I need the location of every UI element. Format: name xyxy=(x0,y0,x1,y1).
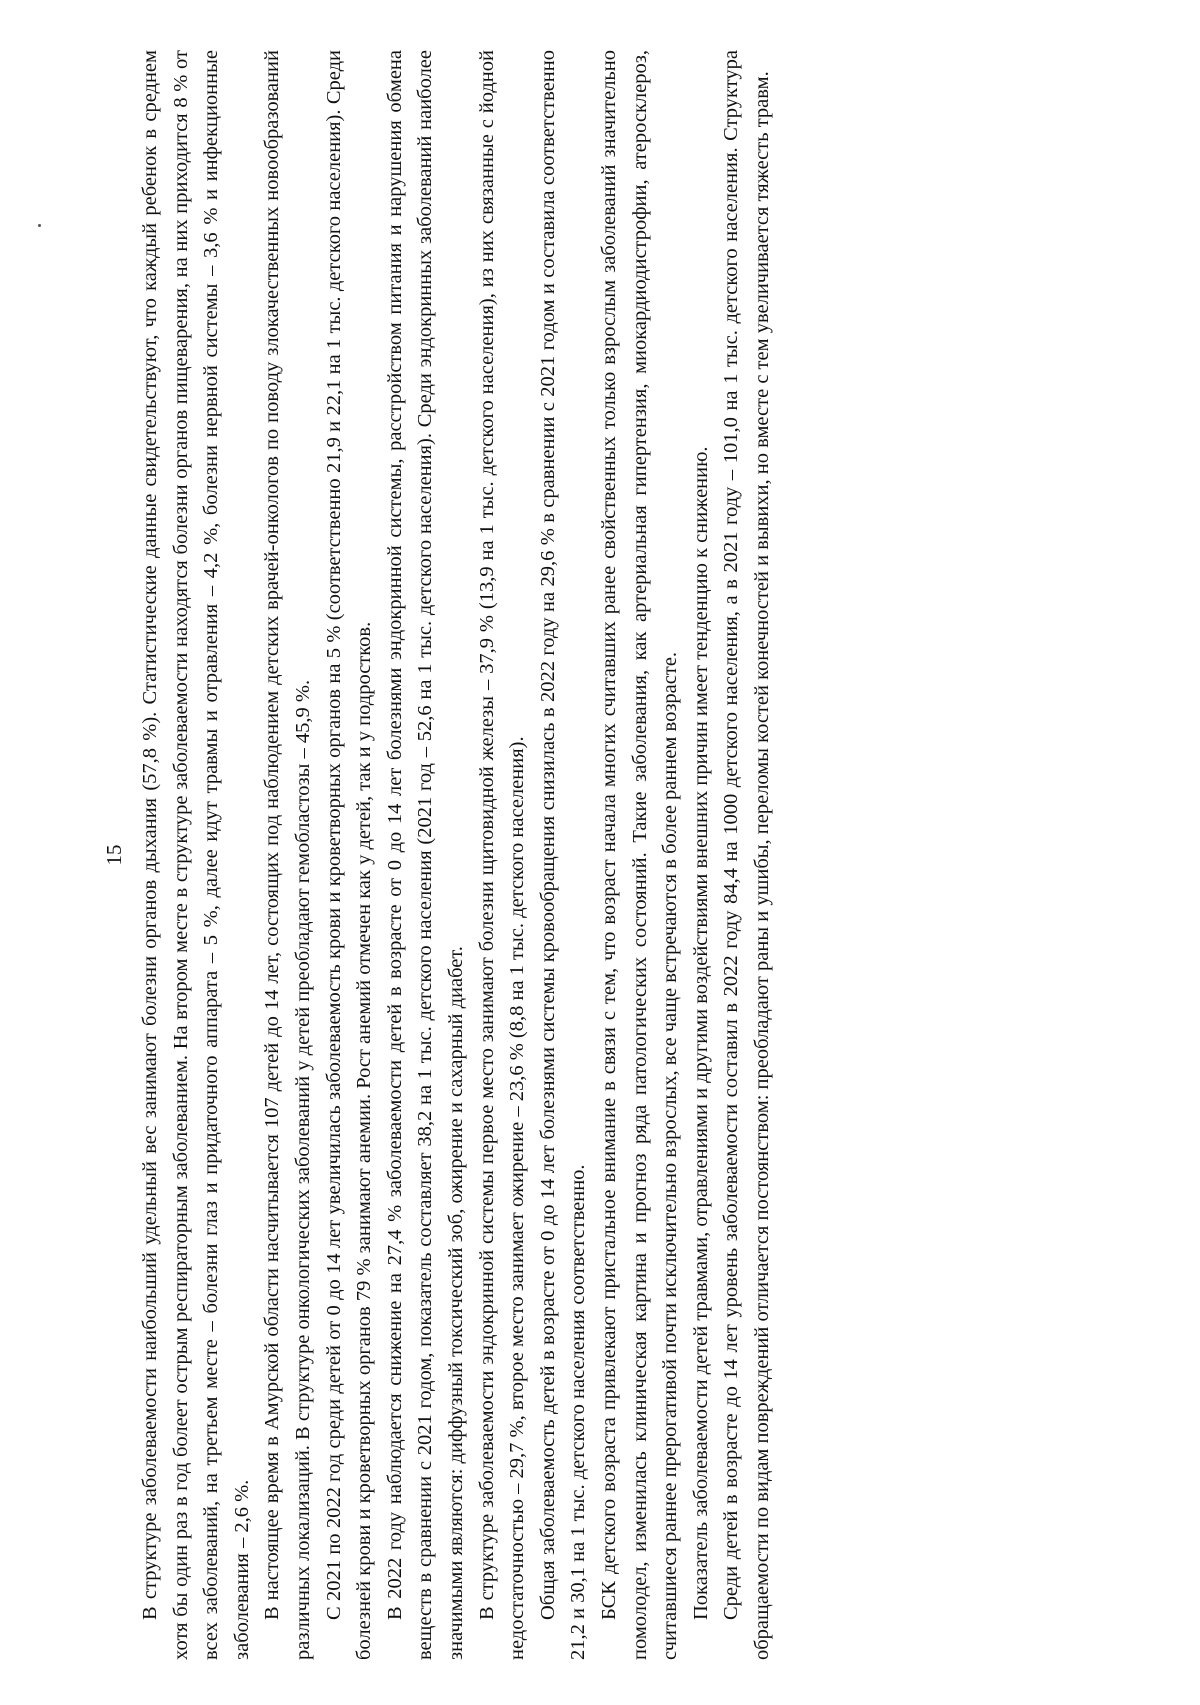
paragraph-bsk: БСК детского возраста привлекают пристальное внимание в связи с тем, что возраст начала многих считавших ранее свойственных только взрослым заболеваний значительно помолодел, изменилась клиническая картина и прогноз ряда патологических состояний. Такие заболевания, как артериальная гипертензия, миокардиодистрофии, атеросклероз, считавшиеся раннее прерогативой почти исключительно взрослых, все чаще встречаются в более раннем возрасте. xyxy=(597,50,682,1660)
paragraph-oncology: В настоящее время в Амурской области насчитывается 107 детей до 14 лет, состоящих под наблюдением детских врачей-онкологов по поводу злокачественных новообразований различных локализаций. В структуре онкологических заболеваний у детей преобладают гемобластозы – 45,9 %. xyxy=(261,50,314,1660)
rotated-content xyxy=(100,50,1110,1660)
page-number: 15 xyxy=(102,844,126,866)
body-text xyxy=(135,50,777,1660)
paragraph-endocrine-structure: В структуре заболеваемости эндокринной системы первое место занимают болезни щитовидной железы – 37,9 % (13,9 на 1 тыс. детского населения), из них связанные с йодной недостаточностью – 29,7 %, второе место занимает ожирение – 23,6 % (8,8 на 1 тыс. детского населения). xyxy=(475,50,529,1660)
paragraph-injuries: Показатель заболеваемости детей травмами, отравлениями и другими воздействиями внешних причин имеет тенденцию к снижению. xyxy=(689,446,712,1620)
paragraph-endocrine: В 2022 году наблюдается снижение на 27,4 % заболеваемости детей в возрасте от 0 до 14 лет болезнями эндокринной системы, расстройством питания и нарушения обмена веществ в сравнении с 2021 годом, показатель составляет 38,2 на 1 тыс. детского населения (2021 год – 52,6 на 1 тыс. детского населения). Среди эндокринных заболеваний наиболее значимыми являются: диффузный токсический зоб, ожирение и сахарный диабет. xyxy=(383,50,467,1660)
paragraph-circulatory: Общая заболеваемость детей в возрасте от 0 до 14 лет болезнями системы кровообращения снизилась в 2022 году на 29,6 % в сравнении с 2021 годом и составила соответственно 21,2 и 30,1 на 1 тыс. детского населения соответственно. xyxy=(536,50,590,1660)
scan-speck xyxy=(38,224,41,227)
paragraph-respiratory: В структуре заболеваемости наибольший удельный вес занимают болезни органов дыхания (57,8 %). Статистические данные свидетельствуют, что каждый ребенок в среднем хотя бы один раз в год болеет острым респираторным заболеванием. На втором месте в структуре заболеваемости находятся болезни органов пищеварения, на них приходится 8 % от всех заболеваний, на третьем месте – болезни глаз и придаточного аппарата – 5 %, далее идут травмы и отравления – 4,2 %, болезни нервной системы – 3,6 % и инфекционные заболевания – 2,6 %. xyxy=(139,50,253,1660)
paragraph-injury-rates: Среди детей в возрасте до 14 лет уровень заболеваемости составил в 2022 году 84,4 на 1000 детского населения, а в 2021 году – 101,0 на 1 тыс. детского населения. Структура обращаемости по видам повреждений отличается постоянством: преобладают раны и ушибы, переломы костей конечностей и вывихи, но вместе с тем увеличивается тяжесть травм. xyxy=(720,50,773,1660)
paragraph-blood: С 2021 по 2022 год среди детей от 0 до 14 лет увеличилась заболеваемость крови и кроветворных органов на 5 % (соответственно 21,9 и 22,1 на 1 тыс. детского населения). Среди болезней крови и кроветворных органов 79 % занимают анемии. Рост анемий отмечен как у детей, так и у подростков. xyxy=(322,50,376,1660)
